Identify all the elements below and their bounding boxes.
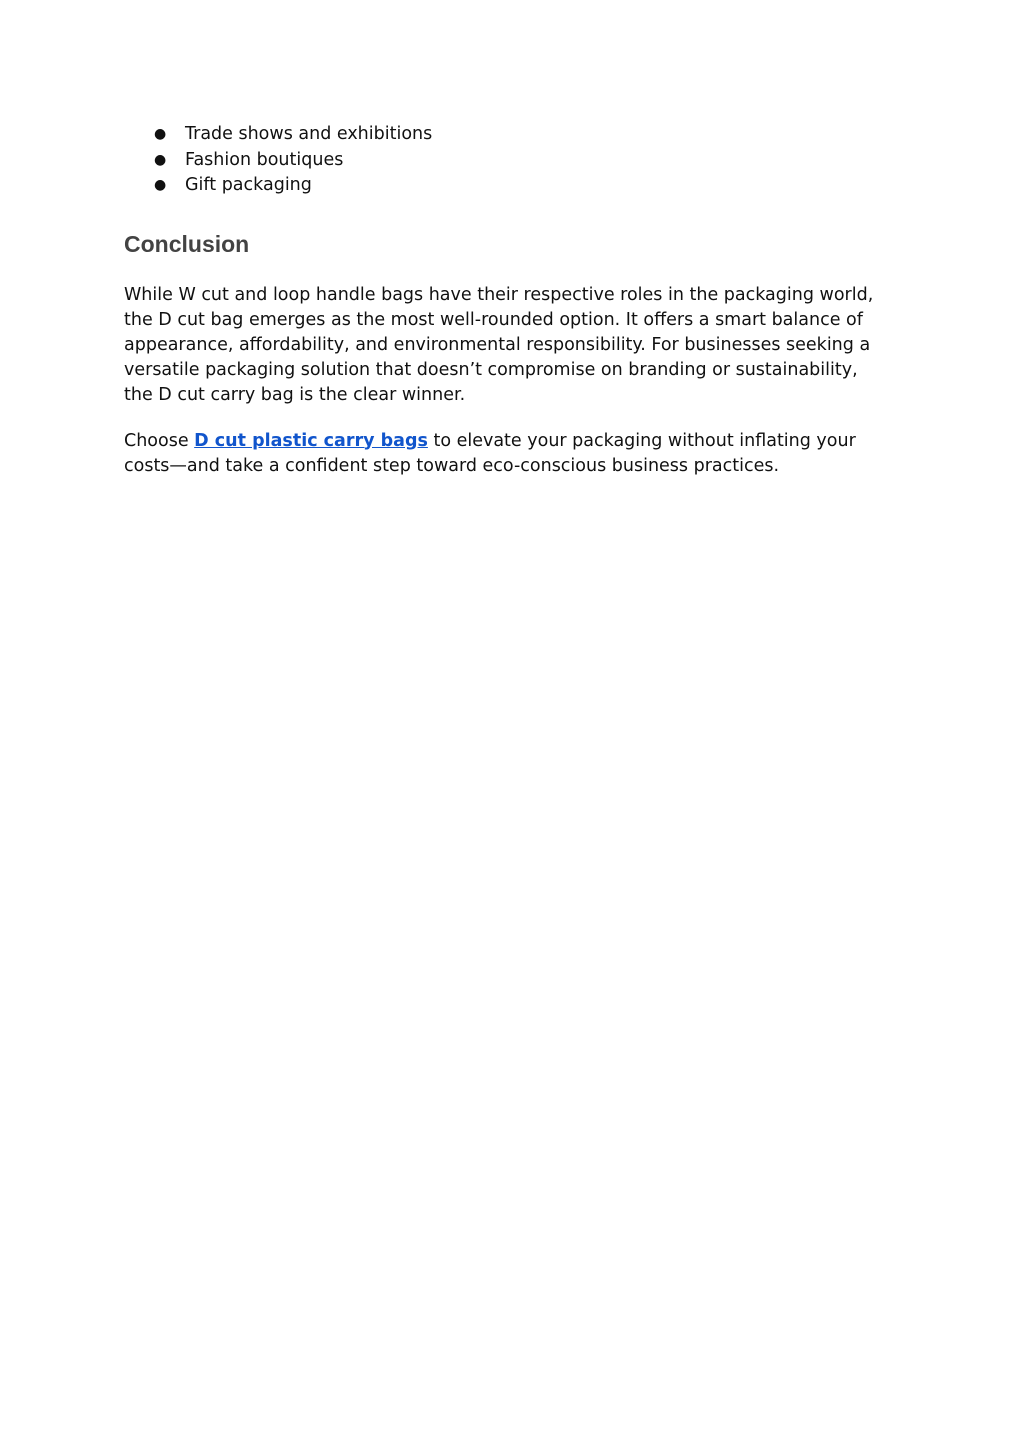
list-item <box>124 148 904 174</box>
list-item-text: Fashion boutiques <box>185 149 344 170</box>
section-heading: Conclusion <box>124 230 250 257</box>
bullet-icon: ● <box>154 151 167 168</box>
document-content <box>124 122 904 479</box>
paragraph-text: to elevate your packaging without inflating your <box>427 430 856 451</box>
bullet-icon: ● <box>154 177 167 193</box>
bullet-list <box>124 122 904 199</box>
call-to-action-paragraph <box>124 429 904 479</box>
list-item <box>124 122 904 148</box>
paragraph-line: appearance, affordability, and environmental responsibility. For businesses seeking a <box>124 334 871 355</box>
paragraph-line: the D cut bag emerges as the most well-rounded option. It offers a smart balance of <box>124 309 863 330</box>
conclusion-paragraph <box>124 283 904 408</box>
paragraph-text: Choose <box>124 430 195 451</box>
bullet-icon: ● <box>154 126 167 142</box>
paragraph-line: costs—and take a confident step toward eco-conscious business practices. <box>124 455 780 476</box>
paragraph-line: versatile packaging solution that doesn’t compromise on branding or sustainability, <box>124 359 858 380</box>
paragraph-line: the D cut carry bag is the clear winner. <box>124 384 466 405</box>
list-item-text: Gift packaging <box>185 175 312 195</box>
d-cut-bags-link[interactable]: D cut plastic carry bags <box>194 430 428 451</box>
list-item-text: Trade shows and exhibitions <box>185 124 433 144</box>
list-item <box>124 173 904 199</box>
paragraph-line: While W cut and loop handle bags have their respective roles in the packaging world, <box>124 284 874 305</box>
